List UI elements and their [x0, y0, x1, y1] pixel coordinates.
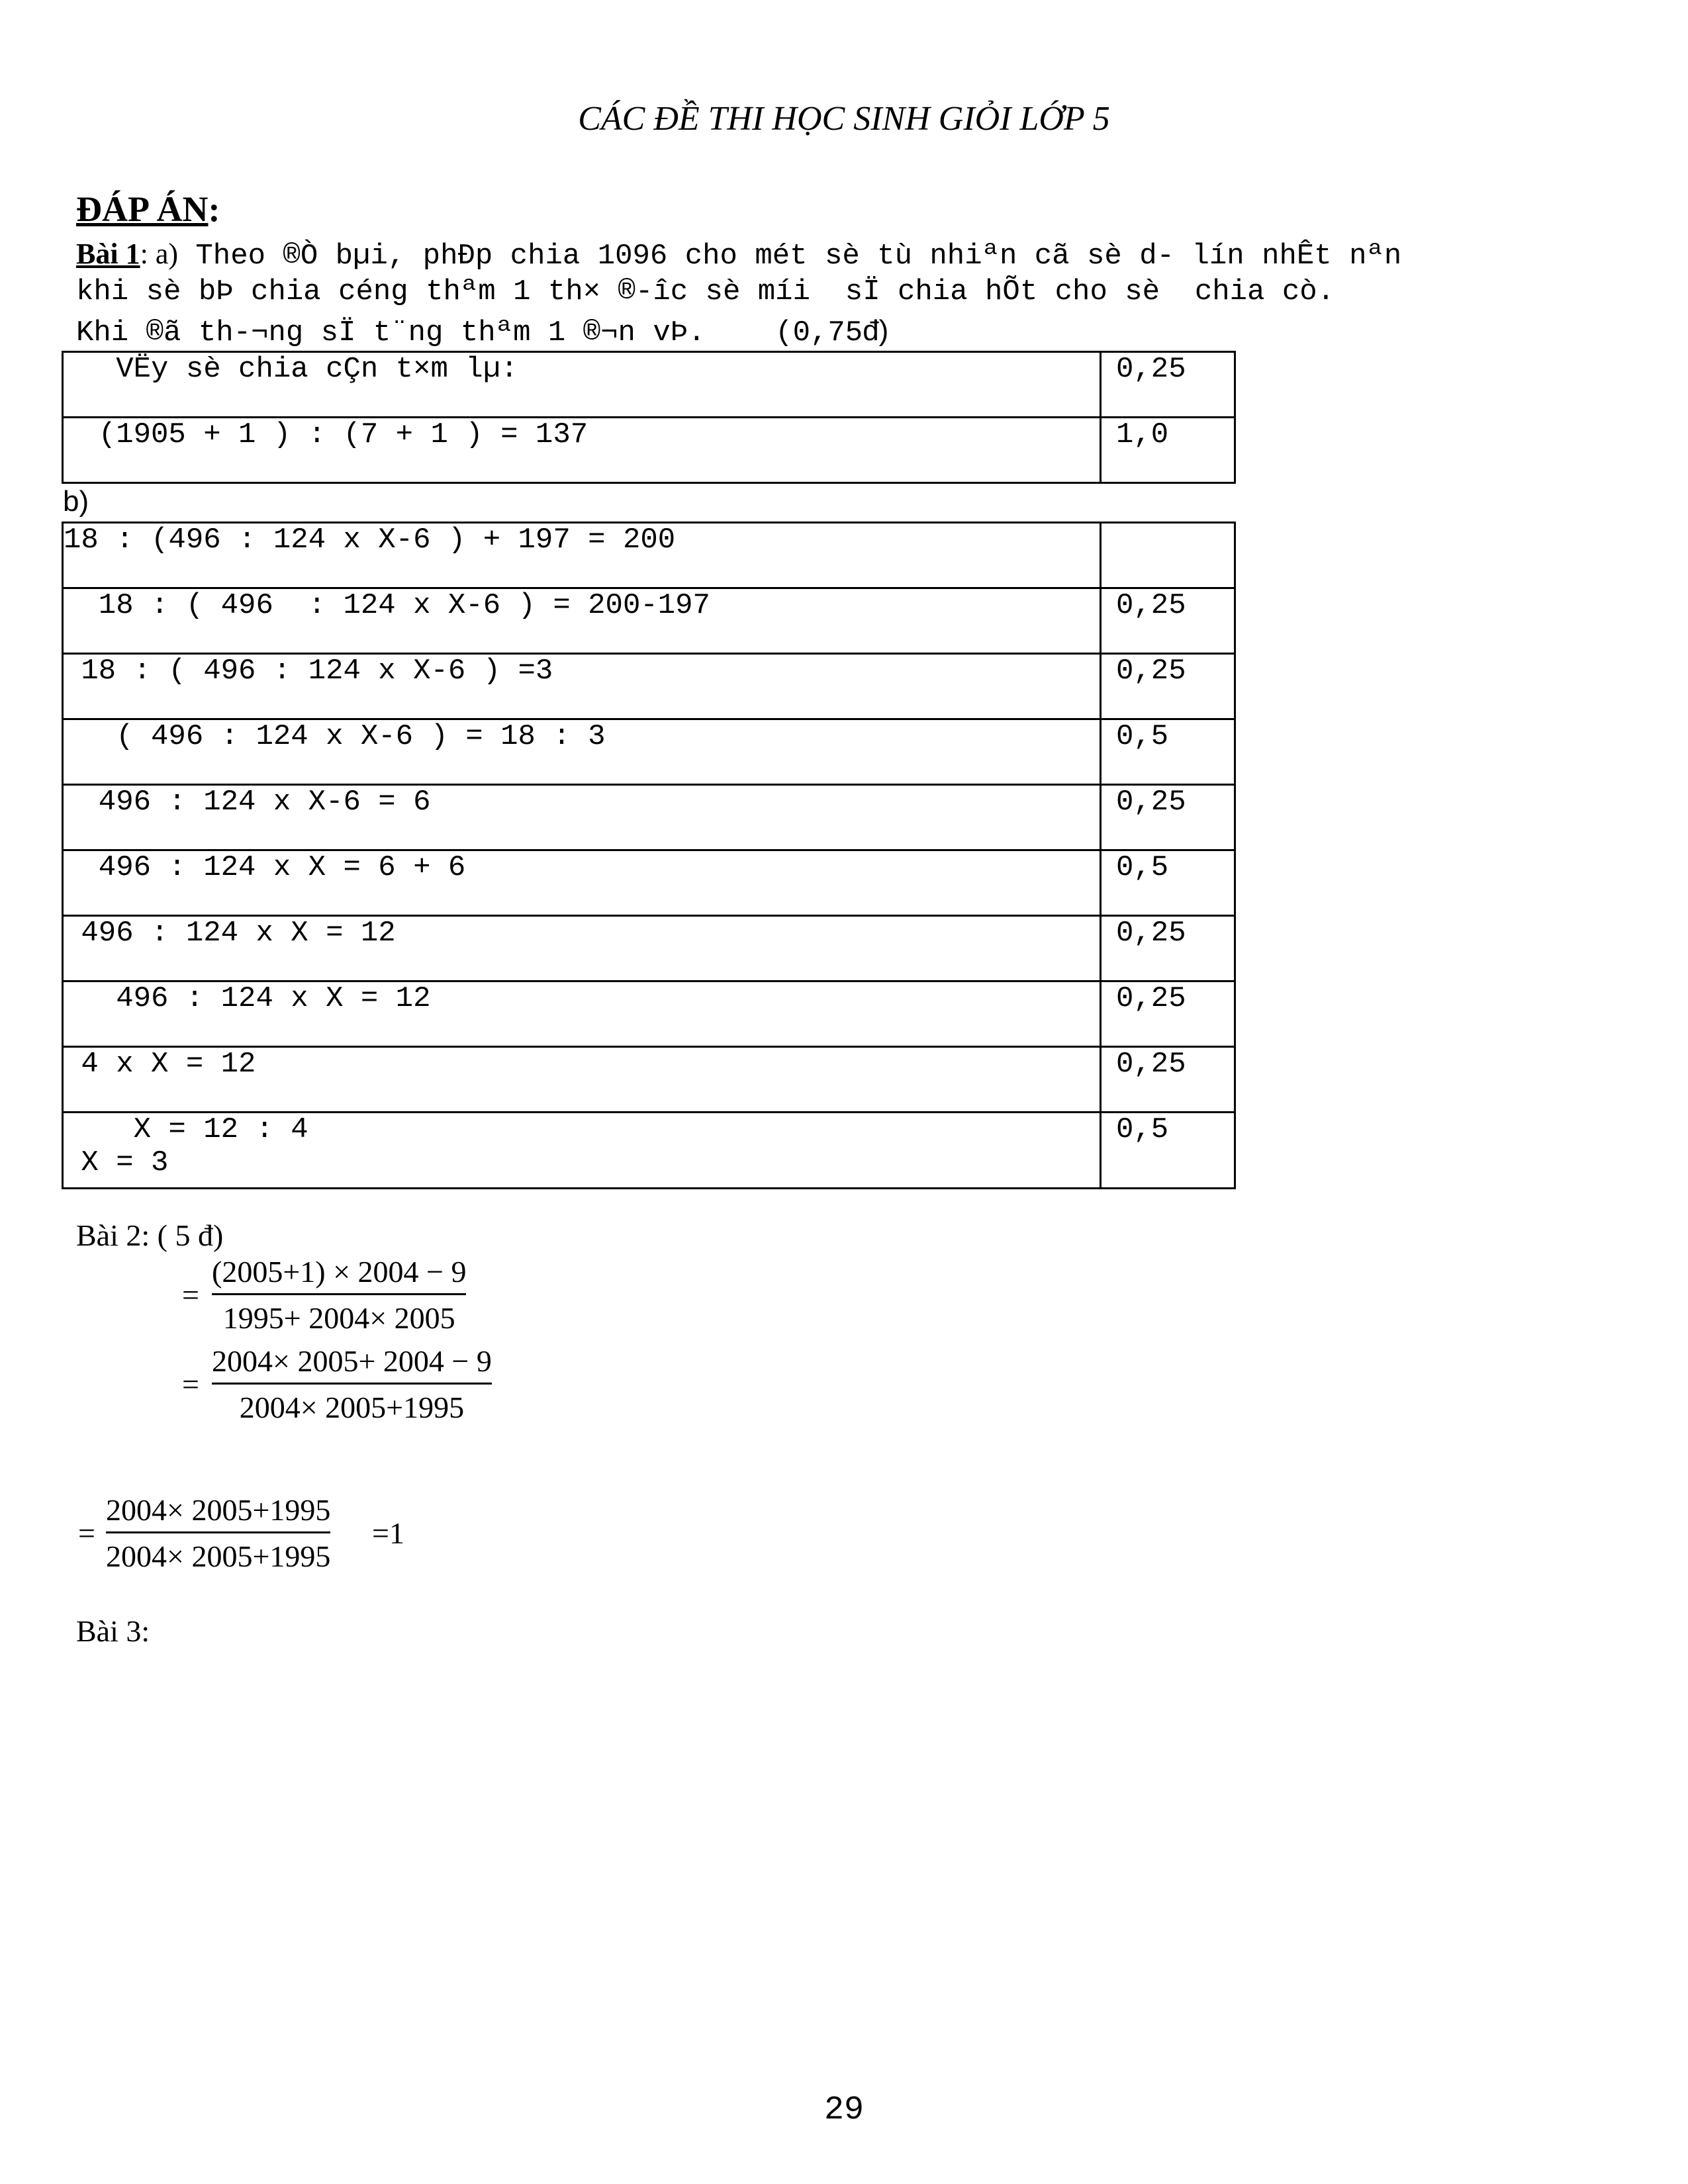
bai2-step2-eq: =: [182, 1367, 199, 1401]
table-b-score-9: 0,25: [1101, 1047, 1235, 1113]
bai1-intro-line-1: [76, 237, 1401, 273]
table-b-expr-1: 18 : (496 : 124 x X-6 ) + 197 = 200: [63, 523, 1101, 588]
answer-heading-label: ĐÁP ÁN: [76, 189, 209, 229]
table-b-score-3: 0,25: [1101, 654, 1235, 719]
table-row: [63, 352, 1235, 418]
bai1-intro-line-3: [76, 314, 888, 349]
bai1-intro-text-3-tail: đ): [863, 314, 889, 347]
table-b-expr-7: 496 : 124 x X = 12: [63, 916, 1101, 981]
table-b-score-10: 0,5: [1101, 1113, 1235, 1189]
table-b-score-5: 0,25: [1101, 785, 1235, 850]
bai1-intro-line-2: khi sè bÞ chia céng thªm 1 th× ®-îc sè míi sÏ chia hÕt cho sè chia cò.: [76, 275, 1335, 308]
table-b-expr-9: 4 x X = 12: [63, 1047, 1101, 1113]
table-row: [63, 785, 1235, 850]
bai2-step1-denominator: 1995+ 2004× 2005: [222, 1301, 455, 1335]
table-b-expr-10: [63, 1113, 1101, 1189]
bai2-step2-denominator: 2004× 2005+1995: [239, 1390, 465, 1424]
table-row: [63, 588, 1235, 654]
bai2-label: Bài 2: ( 5 đ): [76, 1218, 224, 1252]
bai1-part-a-label: a): [148, 238, 178, 270]
bai2-step1-numerator: (2005+1) × 2004 − 9: [212, 1254, 466, 1295]
bai1-colon: :: [140, 238, 148, 270]
bai1-table-b: [62, 522, 1236, 1189]
table-a-score-2: 1,0: [1101, 418, 1235, 483]
table-b-expr-2: 18 : ( 496 : 124 x X-6 ) = 200-197: [63, 588, 1101, 654]
table-b-score-4: 0,5: [1101, 719, 1235, 785]
table-row: [63, 1113, 1235, 1189]
table-a-expr-1: VËy sè chia cÇn t×m lµ:: [63, 352, 1101, 418]
table-b-score-6: 0,5: [1101, 850, 1235, 916]
table-row: [63, 916, 1235, 981]
bai3-label: Bài 3:: [76, 1614, 150, 1648]
bai1-table-a: [62, 351, 1236, 484]
table-b-expr-6: 496 : 124 x X = 6 + 6: [63, 850, 1101, 916]
table-row: [63, 523, 1235, 588]
bai1-label: Bài 1: [76, 238, 140, 270]
table-b-score-1: [1101, 523, 1235, 588]
answer-heading: [76, 189, 220, 230]
table-b-expr-5: 496 : 124 x X-6 = 6: [63, 785, 1101, 850]
table-row: [63, 719, 1235, 785]
table-b-expr-10-line-1: X = 12 : 4: [64, 1113, 308, 1146]
table-a-score-1: 0,25: [1101, 352, 1235, 418]
table-b-expr-4: ( 496 : 124 x X-6 ) = 18 : 3: [63, 719, 1101, 785]
answer-heading-colon: :: [208, 189, 220, 229]
table-b-expr-8: 496 : 124 x X = 12: [63, 981, 1101, 1047]
bai2-step1-fraction: [212, 1254, 466, 1336]
bai1-intro-text-1: Theo ®Ò bµi, phÐp chia 1096 cho mét sè tù nhiªn cã sè d- lín nhÊt nªn: [178, 240, 1402, 273]
bai2-step3-eq: =: [78, 1516, 95, 1550]
bai2-step3-numerator: 2004× 2005+1995: [106, 1492, 330, 1533]
bai1-part-b-label: b): [63, 485, 89, 518]
table-row: [63, 418, 1235, 483]
table-a-expr-2: (1905 + 1 ) : (7 + 1 ) = 137: [63, 418, 1101, 483]
page-header-title: CÁC ĐỀ THI HỌC SINH GIỎI LỚP 5: [578, 100, 1110, 138]
bai2-step3-denominator: 2004× 2005+1995: [106, 1539, 331, 1573]
table-b-score-8: 0,25: [1101, 981, 1235, 1047]
bai2-step3-fraction: [106, 1492, 330, 1574]
bai2-step2-fraction: [212, 1343, 492, 1425]
table-b-score-7: 0,25: [1101, 916, 1235, 981]
table-b-expr-10-line-2: X = 3: [64, 1146, 169, 1179]
page-number: 29: [823, 2091, 864, 2129]
table-row: [63, 981, 1235, 1047]
bai2-step2-numerator: 2004× 2005+ 2004 − 9: [212, 1343, 492, 1385]
bai1-intro-text-3: Khi ®ã th-¬ng sÏ t¨ng thªm 1 ®¬n vÞ. (0,75: [76, 316, 863, 349]
table-b-score-2: 0,25: [1101, 588, 1235, 654]
table-row: [63, 850, 1235, 916]
bai2-step3-result: =1: [372, 1516, 404, 1550]
table-b-expr-3: 18 : ( 496 : 124 x X-6 ) =3: [63, 654, 1101, 719]
table-row: [63, 654, 1235, 719]
table-row: [63, 1047, 1235, 1113]
bai2-step1-eq: =: [182, 1278, 199, 1312]
